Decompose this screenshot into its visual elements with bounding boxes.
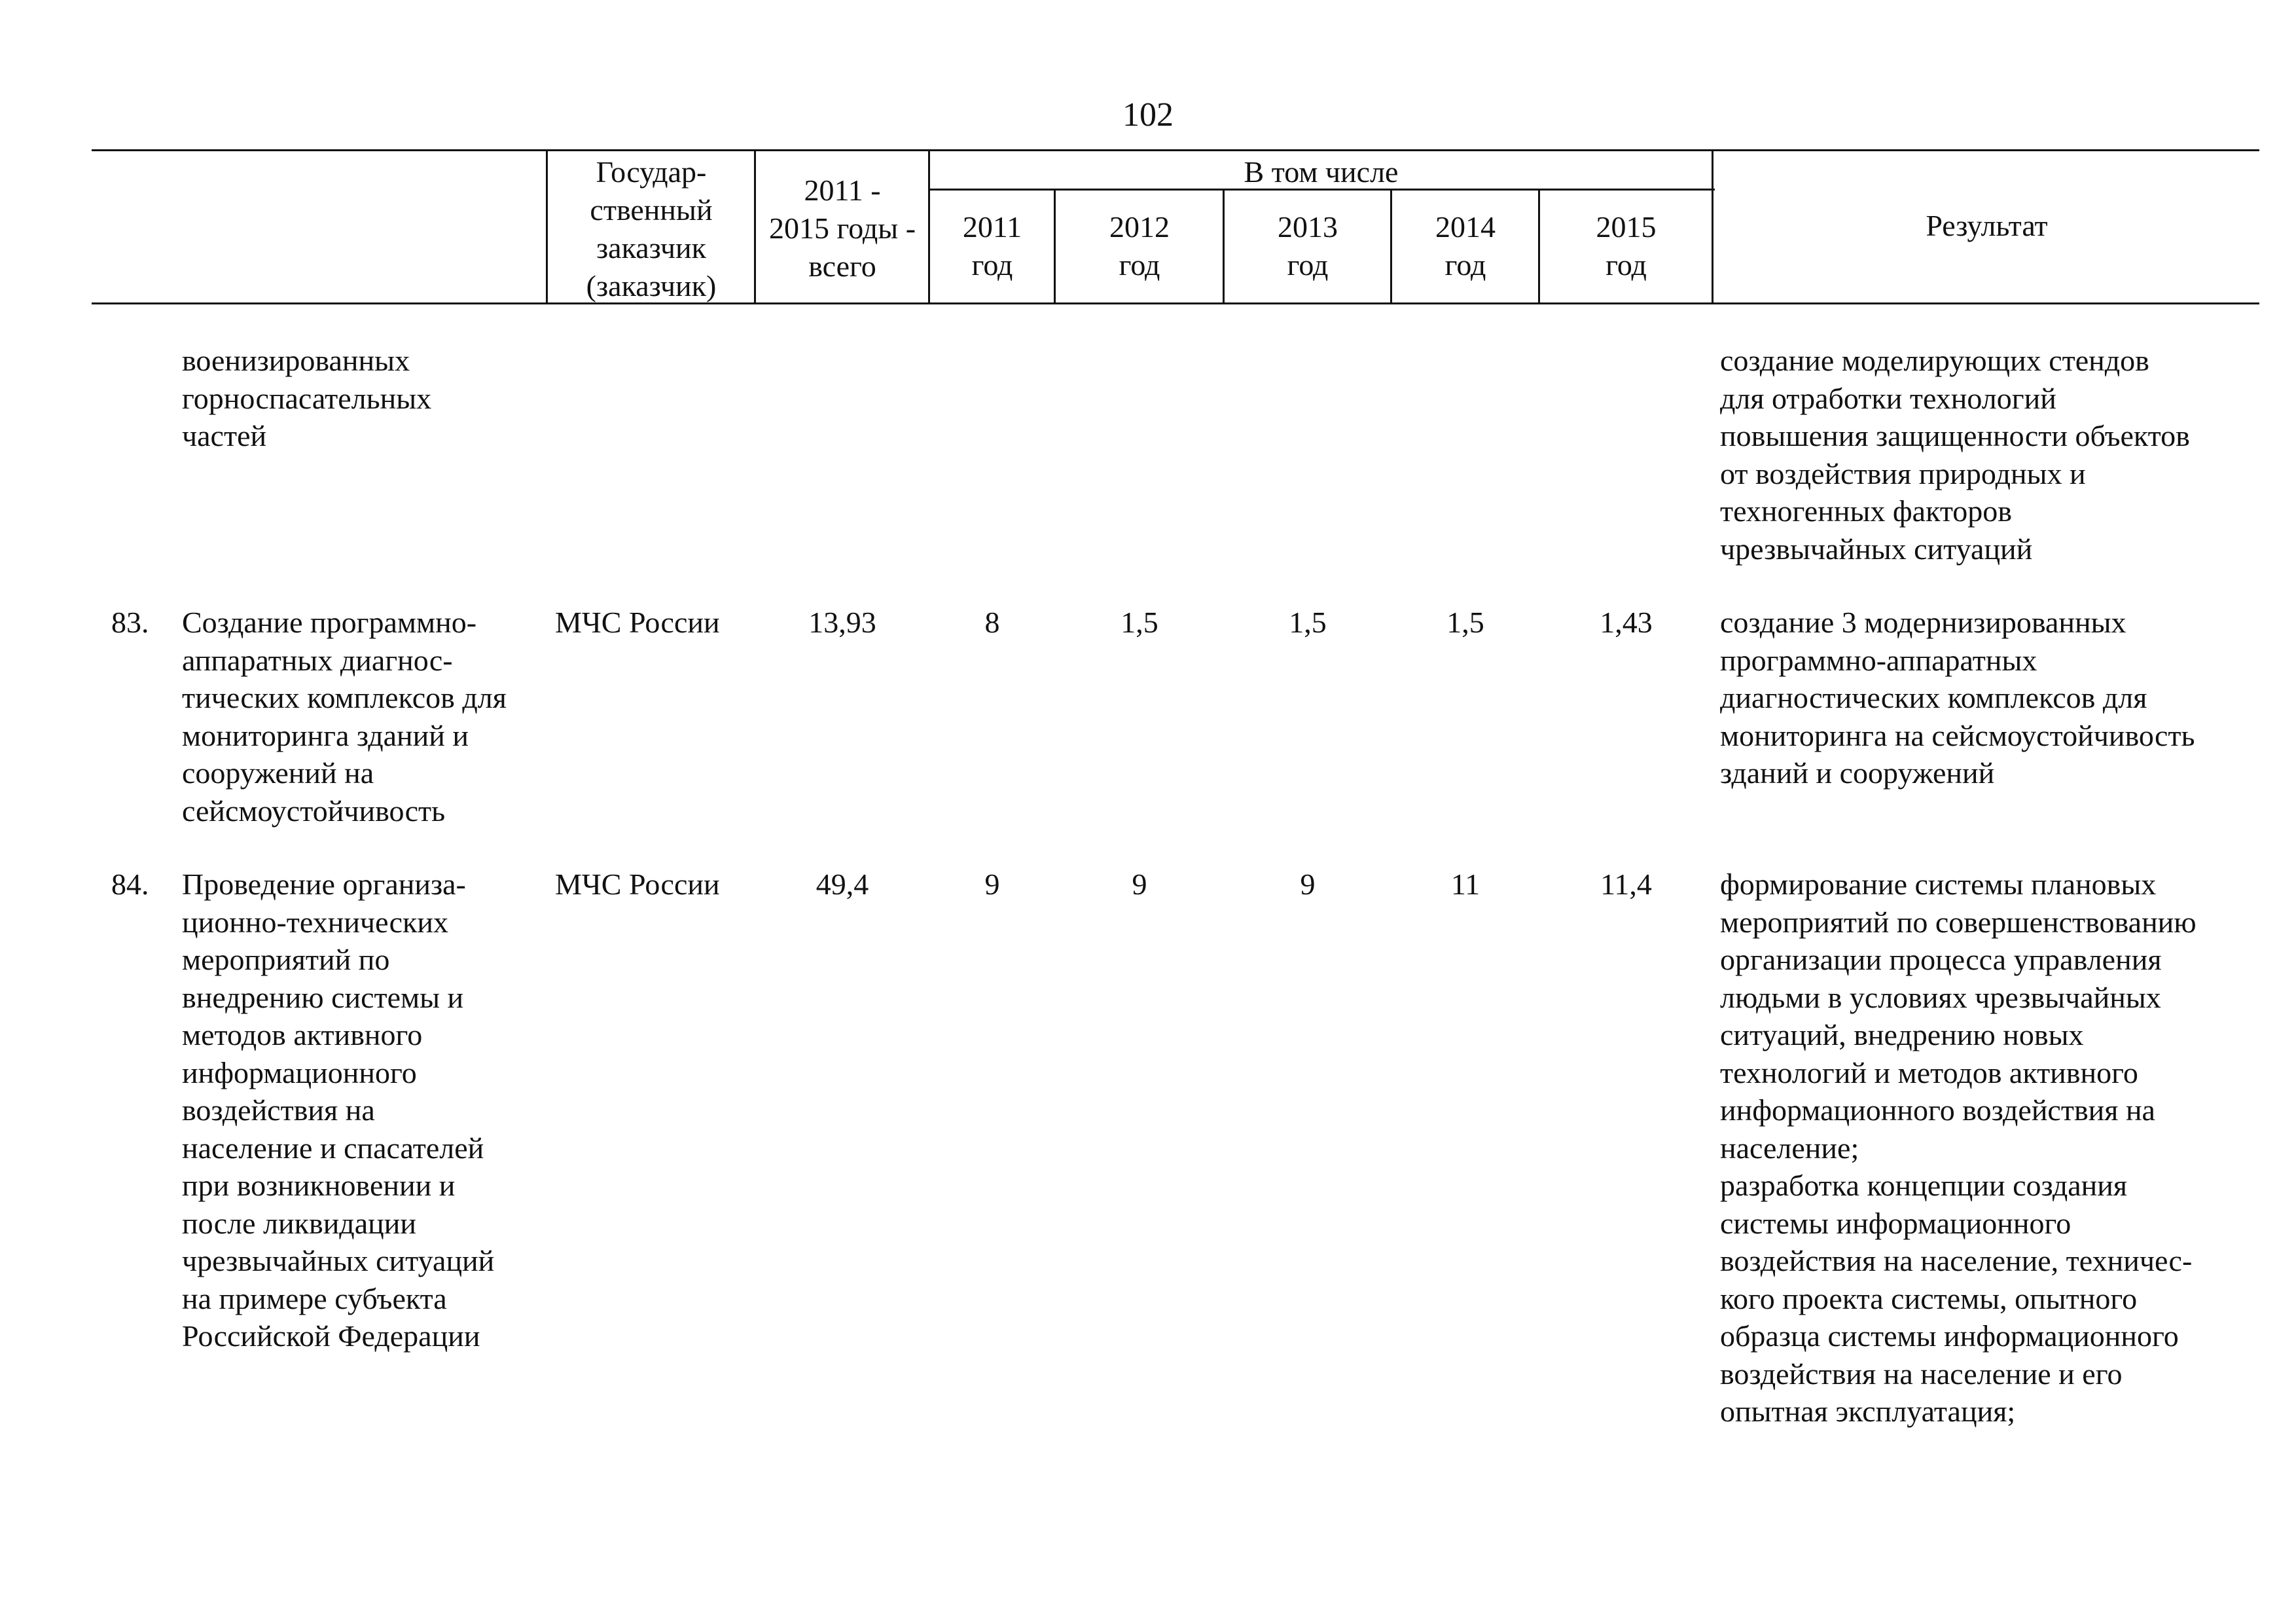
header-total: 2011 - 2015 годы - всего [768, 173, 916, 283]
row-1-year-2012: 1,5 [1121, 606, 1158, 639]
row-0-result: создание моделирующих стендов для отработки технологий повышения защищенности объектов от воздействия природных и техногенных факторов чрезвычайных ситуаций [1720, 344, 2190, 566]
header-year-2011: 2011 год [962, 210, 1022, 282]
row-0-name: военизированных горноспасательных частей [182, 344, 432, 452]
row-1-total: 13,93 [808, 606, 876, 639]
header-including: В том числе [1244, 155, 1399, 189]
header-year-2012: 2012 год [1109, 210, 1170, 282]
header-bottom-rule [92, 302, 2259, 304]
row-2-name: Проведение организа- ционно-технических мероприятий по внедрению системы и методов активного информационного воздействия на население и спасателей при возникновении и после ликвидации чрезвычайных ситуаций на примере субъекта Российской Федерации [182, 867, 495, 1353]
row-1-year-2013: 1,5 [1289, 606, 1327, 639]
header-divider-result [1712, 151, 1713, 304]
row-2-year-2015: 11,4 [1600, 867, 1652, 901]
row-2-year-2011: 9 [984, 867, 1000, 901]
header-year-2014: 2014 год [1435, 210, 1496, 282]
header-divider-total [754, 151, 756, 304]
row-2-year-2013: 9 [1300, 867, 1316, 901]
header-divider-2013 [1223, 190, 1225, 304]
table-top-rule [92, 149, 2259, 151]
row-2-number: 84. [111, 867, 149, 901]
header-divider-2014 [1390, 190, 1392, 304]
row-2-customer: МЧС России [555, 867, 720, 901]
header-year-2015: 2015 год [1596, 210, 1657, 282]
row-1-result: создание 3 модернизированных программно-аппаратных диагностических комплексов для мониторинга на сейсмоустойчивость зданий и сооружений [1720, 606, 2195, 790]
row-2-total: 49,4 [816, 867, 869, 901]
row-1-year-2014: 1,5 [1446, 606, 1484, 639]
header-divider-2011 [928, 151, 930, 304]
row-1-customer: МЧС России [555, 606, 720, 639]
header-divider-2012 [1054, 190, 1056, 304]
header-customer: Государ- ственный заказчик (заказчик) [586, 155, 717, 302]
header-result: Результат [1926, 209, 2048, 242]
row-1-year-2011: 8 [984, 606, 1000, 639]
row-2-year-2012: 9 [1132, 867, 1147, 901]
row-1-name: Создание программно- аппаратных диагнос- тических комплексов для мониторинга зданий и сооружений на сейсмоустойчивость [182, 606, 507, 828]
row-1-number: 83. [111, 606, 149, 639]
row-2-result: формирование системы плановых мероприятий по совершенствованию организации процесса управления людьми в условиях чрезвычайных ситуаций, внедрению новых технологий и методов активного информационного воздействия на население; разработка концепции создания системы информационного воздействия на население, техничес- кого проекта системы, опытного образца системы информационного воздействия на население и его опытная эксплуатация; [1720, 867, 2197, 1428]
page-number: 102 [1122, 96, 1174, 134]
header-divider-2015 [1538, 190, 1540, 304]
header-divider-customer [546, 151, 548, 304]
header-year-2013: 2013 год [1278, 210, 1338, 282]
row-2-year-2014: 11 [1450, 867, 1480, 901]
row-1-year-2015: 1,43 [1600, 606, 1653, 639]
